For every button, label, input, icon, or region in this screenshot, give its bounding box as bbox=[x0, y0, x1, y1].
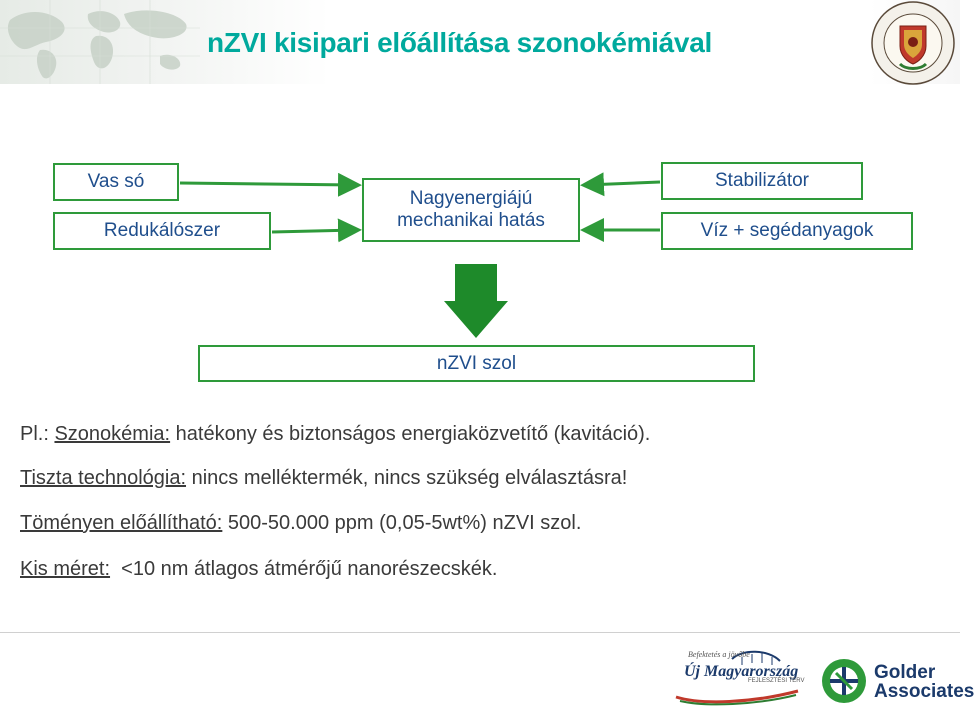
uj-name: Új Magyarország bbox=[684, 663, 799, 680]
box-viz-segedanyagok bbox=[661, 212, 913, 250]
box-vas-so-label: Vas só bbox=[87, 171, 145, 192]
golder-wordmark bbox=[874, 663, 974, 701]
uj-subtitle: FEJLESZTÉSI TERV bbox=[748, 678, 805, 684]
line1-prefix: Pl.: bbox=[20, 423, 49, 445]
down-arrow bbox=[444, 264, 508, 338]
uj-tagline: Befektetés a jövőbe bbox=[688, 650, 750, 659]
world-map-decoration bbox=[0, 0, 200, 84]
arrow-vas-to-center bbox=[180, 183, 356, 185]
arrow-red-to-center bbox=[272, 230, 356, 232]
line4-label: Kis méret: bbox=[20, 558, 111, 580]
body-line-tiszta bbox=[20, 467, 627, 490]
university-seal-logo bbox=[870, 0, 956, 86]
box-redukaloszer-label: Redukálószer bbox=[103, 220, 221, 241]
box-stabilizator-label: Stabilizátor bbox=[715, 170, 809, 191]
box-center-line2: mechanikai hatás bbox=[397, 210, 545, 231]
box-vas-so bbox=[53, 163, 179, 201]
body-line-szonokemia bbox=[20, 423, 650, 446]
line1-text: hatékony és biztonságos energiaközvetítő (kavitáció). bbox=[170, 423, 651, 445]
box-center-energy bbox=[362, 178, 580, 242]
line3-label: Töményen előállítható: bbox=[20, 512, 223, 534]
box-stabilizator bbox=[661, 162, 863, 200]
line2-label: Tiszta technológia: bbox=[20, 467, 187, 489]
line4-text: <10 nm átlagos átmérőjű nanorészecskék. bbox=[110, 558, 498, 580]
header-band bbox=[0, 0, 960, 84]
footer-divider bbox=[0, 632, 960, 633]
line1-label: Szonokémia: bbox=[54, 423, 171, 445]
arrow-stab-to-center bbox=[586, 182, 660, 185]
body-line-kis-meret bbox=[20, 558, 497, 581]
box-nzvi-label: nZVI szol bbox=[436, 352, 517, 374]
body-line-tomenyen bbox=[20, 512, 581, 535]
box-nzvi-szol bbox=[198, 345, 755, 382]
box-viz-label: Víz + segédanyagok bbox=[700, 220, 874, 241]
line3-text: 500-50.000 ppm (0,05-5wt%) nZVI szol. bbox=[222, 512, 582, 534]
box-center-line1: Nagyenergiájú bbox=[409, 188, 533, 209]
golder-line1: Golder bbox=[874, 662, 936, 683]
line2-text: nincs melléktermék, nincs szükség elválasztásra! bbox=[186, 467, 628, 489]
page-title: nZVI kisipari előállítása szonokémiával bbox=[207, 27, 712, 58]
golder-line2: Associates bbox=[874, 681, 974, 702]
box-redukaloszer bbox=[53, 212, 271, 250]
